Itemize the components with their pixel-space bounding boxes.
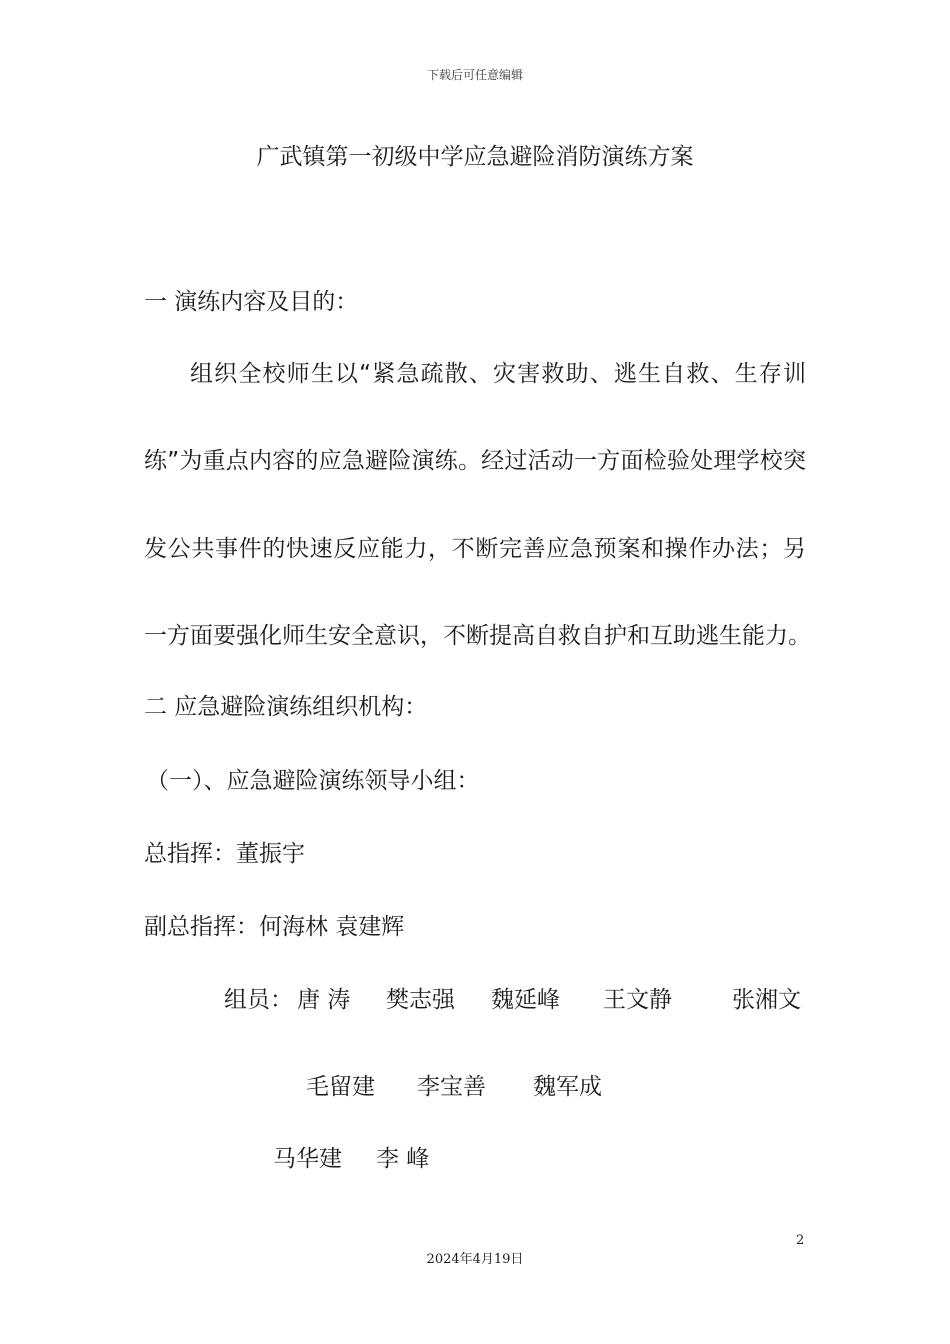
member-name: 魏延峰 bbox=[491, 987, 560, 1013]
section2-sub-heading: （一）、应急避险演练领导小组： bbox=[146, 768, 480, 794]
commander-line: 总指挥：董振宇 bbox=[144, 841, 305, 867]
section2-heading: 二 应急避险演练组织机构： bbox=[144, 694, 428, 720]
page-number: 2 bbox=[796, 1233, 805, 1248]
section1-line-2: 练”为重点内容的应急避险演练。经过活动一方面检验处理学校突 bbox=[144, 448, 806, 474]
section1-line-3: 发公共事件的快速反应能力，不断完善应急预案和操作办法；另 bbox=[144, 536, 806, 562]
section1-line-1: 组织全校师生以“紧急疏散、灾害救助、逃生自救、生存训 bbox=[190, 361, 806, 387]
member-name: 王文静 bbox=[603, 987, 672, 1013]
member-name: 毛留建 bbox=[306, 1074, 375, 1100]
member-name: 樊志强 bbox=[386, 987, 455, 1013]
member-name: 李宝善 bbox=[417, 1074, 486, 1100]
member-name: 张湘文 bbox=[732, 987, 801, 1013]
members-label: 组员： bbox=[224, 987, 293, 1013]
section1-line-4: 一方面要强化师生安全意识，不断提高自救自护和互助逃生能力。 bbox=[144, 623, 811, 649]
vice-commander-line: 副总指挥：何海林 袁建辉 bbox=[144, 914, 405, 940]
member-name: 李 峰 bbox=[376, 1146, 430, 1172]
member-name: 魏军成 bbox=[533, 1074, 602, 1100]
member-name: 唐 涛 bbox=[297, 987, 351, 1013]
header-note: 下载后可任意编辑 bbox=[426, 68, 523, 82]
section1-heading: 一 演练内容及目的： bbox=[144, 289, 359, 315]
member-name: 马华建 bbox=[273, 1146, 342, 1172]
document-title: 广武镇第一初级中学应急避险消防演练方案 bbox=[256, 144, 694, 170]
footer-date: 2024年4月19日 bbox=[426, 1252, 524, 1267]
